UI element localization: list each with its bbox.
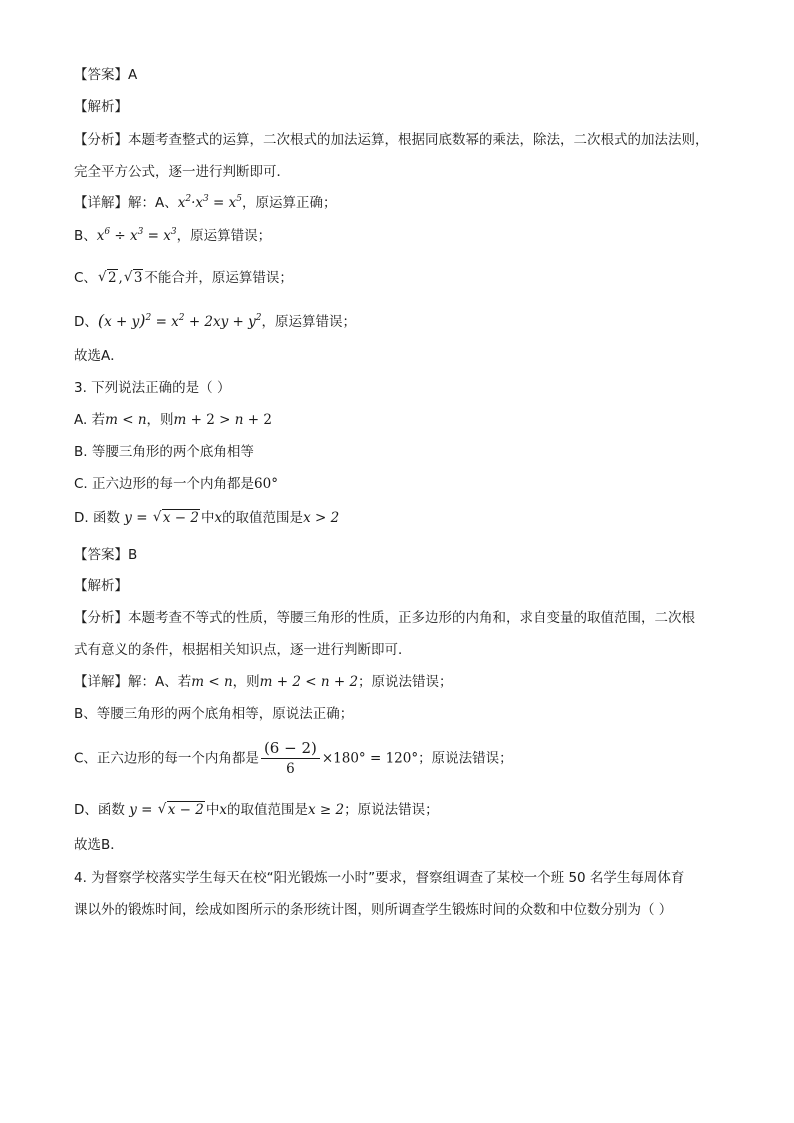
q3-stem: 3. 下列说法正确的是（ ） [74,380,231,396]
q3-option-a: A. 若m < n，则m + 2 > n + 2 [74,412,272,428]
detail-text: ，原运算错误； [261,314,357,330]
detail-text: ，原运算错误； [176,228,272,244]
q2-detail-c: C、√ 2 ,√ 3 不能合并，原运算错误； [74,268,293,288]
math-expr: $(x + y)^2 = x^2 + 2xy + y^2$ [97,311,262,330]
sqrt-expr: √ x − 2 [158,800,205,820]
fraction: $\frac{(6 - 2)}{6}$ [261,738,320,779]
q2-jiexi-heading: 【解析】 [74,99,128,115]
math-expr: $x^2\cdot x^3 = x^5$ [177,194,242,211]
q3-answer: 【答案】B [74,547,138,563]
q2-answer: 【答案】A [74,67,138,83]
detail-prefix: D、 [74,314,98,330]
q3-detail-a: 【详解】解：A、若m < n，则m + 2 < n + 2；原说法错误； [74,674,453,690]
q2-detail-d [74,311,356,332]
q3-option-b: B. 等腰三角形的两个底角相等 [74,444,254,460]
q2-choose: 故选A． [74,348,124,364]
sqrt-3: √ 3 [124,268,144,288]
q2-detail-b [74,226,271,246]
detail-prefix: B、 [74,228,97,244]
sqrt-expr: √ x − 2 [153,508,200,528]
q3-detail-b: B、等腰三角形的两个底角相等，原说法正确； [74,706,354,722]
sqrt-2: √ 2 [98,268,118,288]
detail-text: ，原运算正确； [242,195,337,211]
q3-detail-c: C、正六边形的每一个内角都是 $\frac{(6 - 2)}{6}$ ×180° = 120°；原说法错误； [74,739,513,777]
detail-prefix: C、 [74,270,97,286]
q2-analysis-line2: 完全平方公式，逐一进行判断即可． [74,164,290,180]
q3-choose: 故选B． [74,837,124,853]
q4-stem-line2: 课以外的锻炼时间，绘成如图所示的条形统计图，则所调查学生锻炼时间的众数和中位数分别为（ ） [74,902,673,918]
q4-stem-line1: 4. 为督察学校落实学生每天在校“阳光锻炼一小时”要求，督察组调查了某校一个班 50 名学生每周体育 [74,870,685,886]
detail-prefix: 【详解】解：A、 [74,195,178,211]
q3-option-d: D. 函数 y = √ x − 2 中x的取值范围是x > 2 [74,508,339,528]
q3-jiexi-heading: 【解析】 [74,578,128,594]
q3-detail-d: D、函数 y = √ x − 2 中x的取值范围是x ≥ 2；原说法错误； [74,800,439,820]
q3-analysis-line1: 【分析】本题考查不等式的性质，等腰三角形的性质，正多边形的内角和，求自变量的取值范围，二次根 [74,610,695,626]
q2-detail-a [74,193,337,213]
detail-text: 不能合并，原运算错误； [144,270,293,286]
q3-analysis-line2: 式有意义的条件，根据相关知识点，逐一进行判断即可． [74,642,412,658]
q2-analysis-line1: 【分析】本题考查整式的运算，二次根式的加法运算，根据同底数幂的乘法，除法，二次根式的加法法则， [74,132,709,148]
math-expr: $x^6 \div x^3 = x^3$ [96,227,177,244]
q3-option-c: C. 正六边形的每一个内角都是60° [74,476,278,492]
